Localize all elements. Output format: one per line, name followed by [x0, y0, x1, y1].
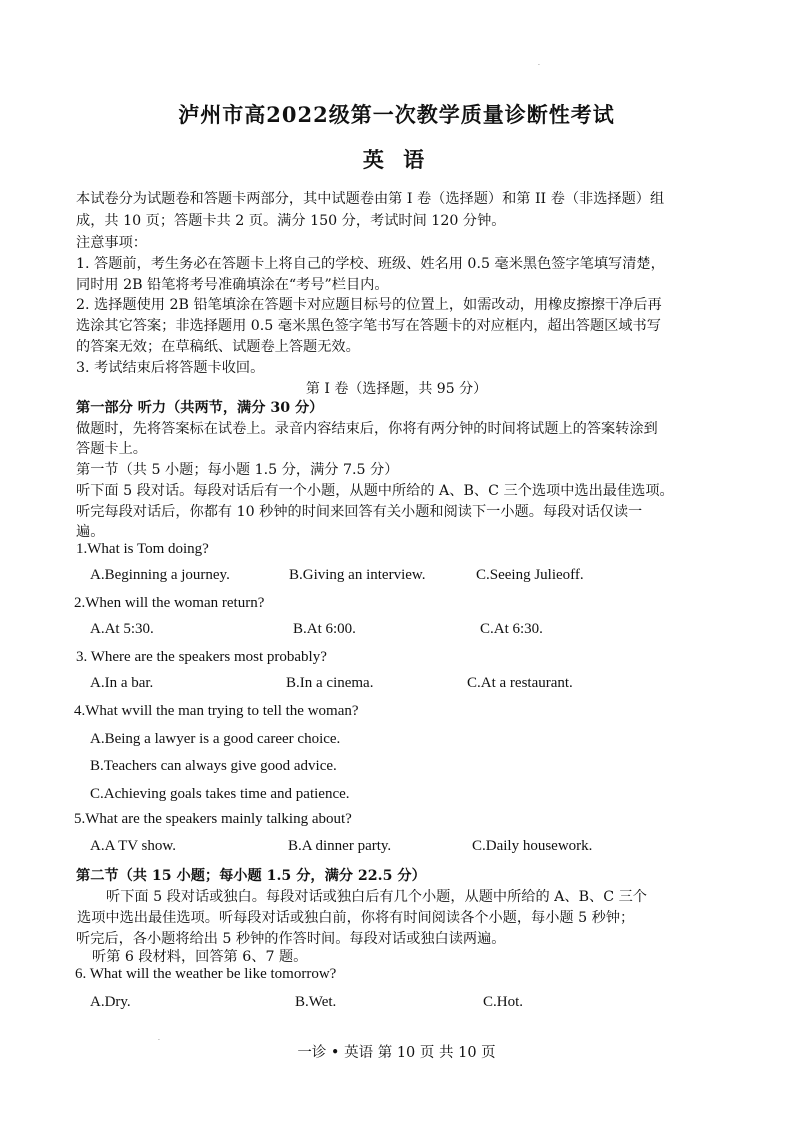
- option-c[interactable]: C.Hot.: [483, 994, 524, 1010]
- part1-heading: 第一部分 听力（共两节，满分 30 分）: [76, 400, 324, 416]
- note-line: 选涂其它答案；非选择题用 0.5 毫米黑色签字笔书写在答题卡的对应框内，超出答题区域书写: [76, 318, 661, 334]
- note-line: 的答案无效；在草稿纸、试题卷上答题无效。: [76, 339, 360, 355]
- option-b[interactable]: B.Teachers can always give good advice.: [90, 758, 337, 774]
- option-a[interactable]: A.Beginning a journey.: [90, 567, 230, 583]
- question-4: 4.What wvill the man trying to tell the woman?: [74, 703, 359, 719]
- option-c[interactable]: C.At 6:30.: [480, 621, 543, 637]
- question-2: 2.When will the woman return?: [74, 595, 265, 611]
- note-line: 同时用 2B 铅笔将考号准确填涂在“考号”栏目内。: [76, 277, 389, 293]
- option-c[interactable]: C.Seeing Julieoff.: [476, 567, 584, 583]
- option-c[interactable]: C.Daily housework.: [472, 838, 593, 854]
- option-a[interactable]: A.Being a lawyer is a good career choice.: [90, 731, 341, 747]
- part1-desc: 答题卡上。: [76, 441, 147, 457]
- section1-heading: 第一节（共 5 小题；每小题 1.5 分，满分 7.5 分）: [76, 462, 399, 478]
- question-6: 6. What will the weather be like tomorrow?: [75, 966, 337, 982]
- question-5: 5.What are the speakers mainly talking about?: [74, 811, 352, 827]
- subject-title: 英 语: [362, 147, 431, 172]
- volume-heading: 第 I 卷（选择题，共 95 分）: [305, 381, 488, 397]
- option-b[interactable]: B.In a cinema.: [286, 675, 374, 691]
- scan-mark: .: [538, 60, 540, 67]
- option-b[interactable]: B.Giving an interview.: [289, 567, 426, 583]
- section2-desc: 听完后，各小题将给出 5 秒钟的作答时间。每段对话或独白读两遍。: [76, 931, 506, 947]
- note-line: 3. 考试结束后将答题卡收回。: [76, 360, 265, 376]
- option-a[interactable]: A.In a bar.: [90, 675, 154, 691]
- note-line: 2. 选择题使用 2B 铅笔填涂在答题卡对应题目标号的位置上，如需改动，用橡皮擦擦干净后再: [76, 297, 662, 313]
- option-c[interactable]: C.At a restaurant.: [467, 675, 573, 691]
- section2-desc: 听下面 5 段对话或独白。每段对话或独白后有几个小题，从题中所给的 A、B、C 三个: [106, 889, 647, 905]
- note-line: 1. 答题前，考生务必在答题卡上将自己的学校、班级、姓名用 0.5 毫米黑色签字笔填写清楚，: [76, 256, 665, 272]
- section1-desc: 听完每段对话后，你都有 10 秒钟的时间来回答有关小题和阅读下一小题。每段对话仅读一: [76, 504, 643, 520]
- option-a[interactable]: A.Dry.: [90, 994, 131, 1010]
- section1-desc: 听下面 5 段对话。每段对话后有一个小题，从题中所给的 A、B、C 三个选项中选出最佳选项。: [76, 483, 674, 499]
- intro-line-1: 本试卷分为试题卷和答题卡两部分，其中试题卷由第 I 卷（选择题）和第 II 卷（非选择题）组: [76, 191, 665, 207]
- page-footer: 一诊 • 英语 第 10 页 共 10 页: [297, 1045, 496, 1061]
- option-b[interactable]: B.A dinner party.: [288, 838, 392, 854]
- part1-desc: 做题时，先将答案标在试卷上。录音内容结束后，你将有两分钟的时间将试题上的答案转涂到: [76, 421, 658, 437]
- question-3: 3. Where are the speakers most probably?: [76, 649, 327, 665]
- option-a[interactable]: A.At 5:30.: [90, 621, 154, 637]
- section1-desc: 遍。: [76, 524, 105, 540]
- scan-mark: .: [158, 1035, 160, 1042]
- section2-desc: 选项中选出最佳选项。听每段对话或独白前，你将有时间阅读各个小题，每小题 5 秒钟；: [77, 910, 635, 926]
- exam-title: 泸州市高2022级第一次教学质量诊断性考试: [178, 102, 615, 127]
- option-b[interactable]: B.Wet.: [295, 994, 337, 1010]
- option-b[interactable]: B.At 6:00.: [293, 621, 356, 637]
- section2-desc: 听第 6 段材料，回答第 6、7 题。: [92, 949, 308, 965]
- intro-line-2: 成，共 10 页；答题卡共 2 页。满分 150 分，考试时间 120 分钟。: [76, 213, 506, 229]
- option-a[interactable]: A.A TV show.: [90, 838, 176, 854]
- question-1: 1.What is Tom doing?: [76, 541, 209, 557]
- section2-heading: 第二节（共 15 小题；每小题 1.5 分，满分 22.5 分）: [76, 868, 426, 884]
- option-c[interactable]: C.Achieving goals takes time and patience.: [90, 786, 350, 802]
- notes-heading: 注意事项：: [76, 235, 147, 251]
